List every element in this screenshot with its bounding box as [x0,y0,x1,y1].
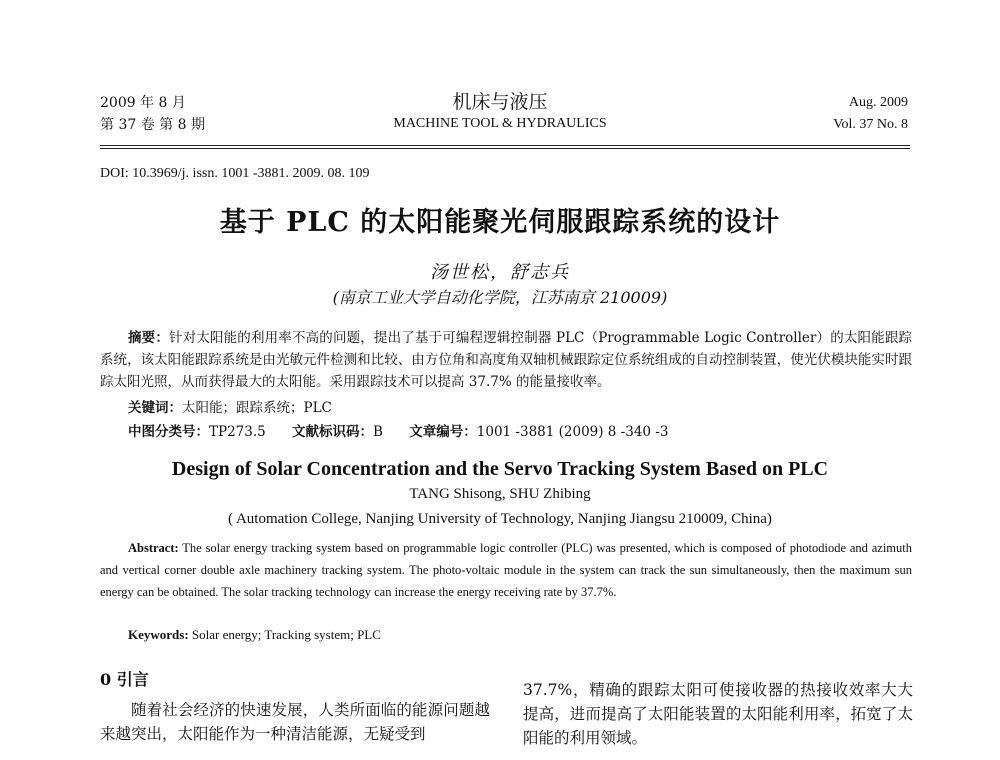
header-right [833,92,908,136]
body-paragraph-right: 37.7%，精确的跟踪太阳可使接收器的热接收效率大大提高，进而提高了太阳能装置的太阳能利用率，拓宽了太阳能的利用领域。 [523,681,913,747]
article-number-value: 1001 -3881 (2009) 8 -340 -3 [476,424,669,440]
paper-title-en: Design of Solar Concentration and the Servo Tracking System Based on PLC [171,458,829,480]
classification-line [100,421,940,443]
journal-name-en: MACHINE TOOL & HYDRAULICS [393,116,607,131]
header-rule-top [100,145,910,146]
keywords-zh-label: 关键词： [128,400,182,416]
keywords-en-text: Solar energy; Tracking system; PLC [191,627,381,642]
keywords-en-label: Keywords: [128,627,189,642]
doi: DOI: 10.3969/j. issn. 1001 -3881. 2009. 08. 109 [100,166,370,181]
affiliation-en: ( Automation College, Nanjing University of Technology, Nanjing Jiangsu 210009, China) [228,511,772,527]
abstract-en-text: The solar energy tracking system based on programmable logic controller (PLC) was presented, which is composed of photodiode and azimuth and vertical corner double axle machinery tracking system. The photo-voltaic module in the system can track the sun simultaneously, then the maximum sun energy can be obtained. The solar tracking technology can increase the energy receiving rate by 37.7%. [100,541,912,599]
clc-value: TP273.5 [209,424,266,440]
abstract-en-label: Abstract: [128,541,179,555]
abstract-zh-label: 摘要： [128,330,169,346]
journal-name-zh: 机床与液压 [452,91,548,113]
issue-date-zh: 2009 年 8 月 [100,95,186,111]
paper-title-zh: 基于 PLC 的太阳能聚光伺服跟踪系统的设计 [219,207,781,238]
affiliation-zh: (南京工业大学自动化学院，江苏南京 210009) [332,288,668,307]
article-number-label: 文章编号： [409,424,477,440]
doc-code-label: 文献标识码： [292,424,374,440]
body-column-left [100,668,490,746]
authors-zh: 汤世松，舒志兵 [430,262,570,283]
authors-en: TANG Shisong, SHU Zhibing [409,486,591,502]
keywords-zh [100,397,940,419]
doc-code-value: B [373,424,383,440]
issue-date-en: Aug. 2009 [848,95,908,110]
keywords-en [100,624,940,646]
abstract-zh-text: 针对太阳能的利用率不高的问题，提出了基于可编程逻辑控制器 PLC（Programmable Logic Controller）的太阳能跟踪系统，该太阳能跟踪系统是由光敏元件检测和比较、由方位角和高度角双轴机械跟踪定位系统组成的自动控制装置，使光伏模块能实时跟踪太阳光照，从而获得最大的太阳能。采用跟踪技术可以提高 37.7% 的能量接收率。 [100,330,913,390]
section-heading-introduction: 0 引言 [100,670,149,689]
header-rule-bottom [100,148,910,149]
volume-zh: 第 37 卷 第 8 期 [100,117,205,133]
body-paragraph-left: 随着社会经济的快速发展，人类所面临的能源问题越来越突出，太阳能作为一种清洁能源，无疑受到 [100,701,490,743]
abstract-en [100,537,912,603]
clc-label: 中图分类号： [128,424,209,440]
body-column-right [523,678,913,750]
abstract-zh [100,327,912,393]
keywords-zh-text: 太阳能；跟踪系统；PLC [182,400,332,416]
volume-en: Vol. 37 No. 8 [833,117,908,132]
